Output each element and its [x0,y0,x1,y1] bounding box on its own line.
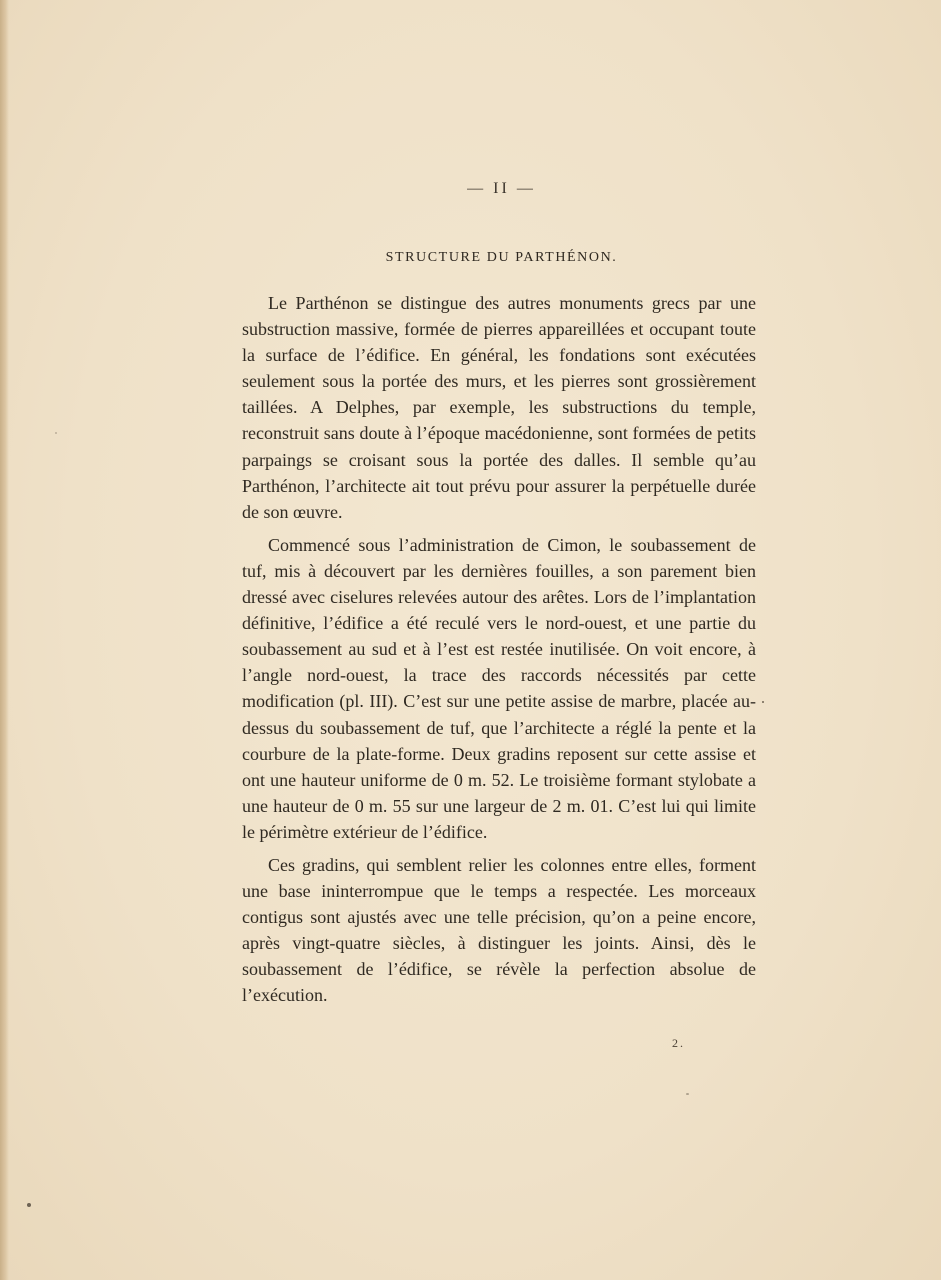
paper-speck [762,701,764,703]
paragraph: Commencé sous l’administration de Cimon, le soubassement de tuf, mis à découvert par les dernières fouilles, a son parement bien dressé avec ciselures relevées autour des arêtes. Lors de l’implantation définitive, l’édifice a été reculé vers le nord-ouest, et une partie du soubassement au sud et à l’est est restée inutilisée. On voit encore, à l’angle nord-ouest, la trace des raccords nécessités par cette modification (pl. III). C’est sur une petite assise de marbre, placée au-dessus du soubassement de tuf, que l’architecte a réglé la pente et la courbure de la plate-forme. Deux gradins reposent sur cette assise et ont une hauteur uniforme de 0 m. 52. Le troisième formant stylobate a une hauteur de 0 m. 55 sur une largeur de 2 m. 01. C’est lui qui limite le périmètre extérieur de l’édifice. [242,534,756,842]
signature-mark: 2. [672,1036,685,1050]
body-text [242,290,756,1016]
paper-speck [55,432,57,434]
paper-speck [686,1093,689,1095]
paper-speck [27,1203,31,1207]
page-number: — II — [467,180,536,197]
paragraph: Ces gradins, qui semblent relier les colonnes entre elles, forment une base ininterrompue que le temps a respectée. Les morceaux contigus sont ajustés avec une telle précision, qu’on a peine encore, après vingt-quatre siècles, à distinguer les joints. Ainsi, dès le soubassement de l’édifice, se révèle la perfection absolue de l’exécution. [242,854,756,1006]
paragraph: Le Parthénon se distingue des autres monuments grecs par une substruction massive, formée de pierres appareillées et occupant toute la surface de l’édifice. En général, les fondations sont exécutées seulement sous la portée des murs, et les pierres sont grossièrement taillées. A Delphes, par exemple, les substructions du temple, reconstruit sans doute à l’époque macédonienne, sont formées de petits parpaings se croisant sous la portée des dalles. Il semble qu’au Parthénon, l’architecte ait tout prévu pour assurer la perpétuelle durée de son œuvre. [242,293,756,522]
section-heading: STRUCTURE DU PARTHÉNON. [385,250,618,265]
